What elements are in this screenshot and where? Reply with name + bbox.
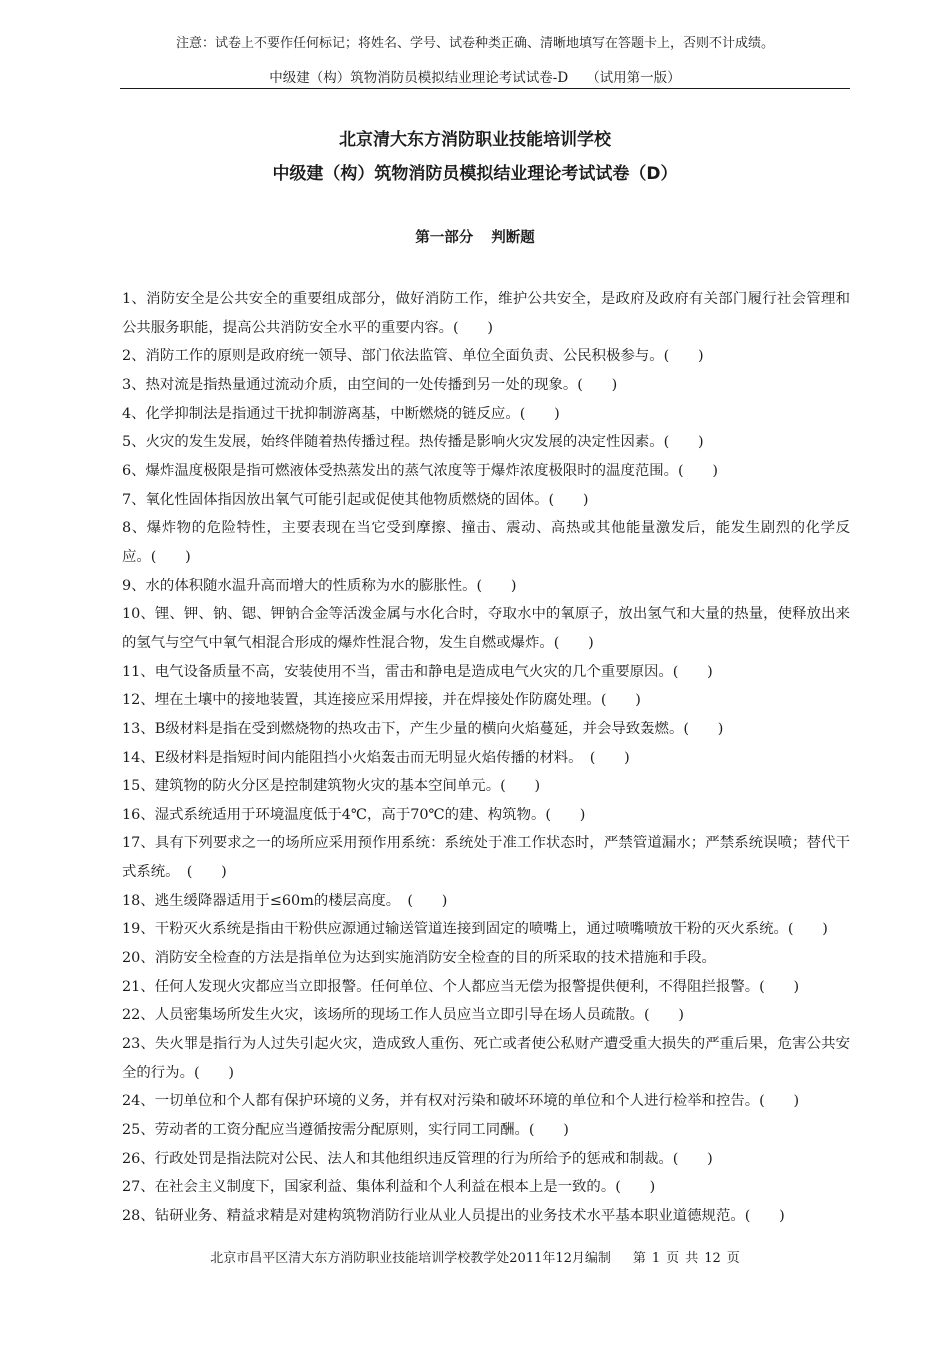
footer-page-label: 第 (632, 1251, 646, 1266)
header-divider (120, 88, 850, 89)
question-item: 2、消防工作的原则是政府统一领导、部门依法监管、单位全面负责、公民积极参与。( ) (122, 348, 704, 365)
question-item: 21、任何人发现火灾都应当立即报警。任何单位、个人都应当无偿为报警提供便利，不得阻拦报警。( ) (122, 978, 800, 995)
question-item: 18、逃生缓降器适用于≤60m的楼层高度。 ( ) (122, 892, 448, 909)
question-item: 28、钻研业务、精益求精是对建构筑物消防行业从业人员提出的业务技术水平基本职业道德规范。( ) (122, 1208, 785, 1224)
footer-page-unit: 页 (666, 1251, 680, 1266)
question-item: 22、人员密集场所发生火灾，该场所的现场工作人员应当立即引导在场人员疏散。( ) (122, 1007, 684, 1024)
question-item: 7、氧化性固体指因放出氧气可能引起或促使其他物质燃烧的固体。( ) (122, 491, 589, 508)
question-item: 24、一切单位和个人都有保护环境的义务，并有权对污染和破坏环境的单位和个人进行检举和控告。( ) (122, 1093, 800, 1110)
question-item: 12、埋在土壤中的接地装置，其连接应采用焊接，并在焊接处作防腐处理。( ) (122, 692, 641, 709)
question-item: 16、湿式系统适用于环境温度低于4℃，高于70℃的建、构筑物。( ) (122, 806, 586, 823)
footer-page-number: 1 (651, 1251, 661, 1266)
question-item: 13、B级材料是指在受到燃烧物的热攻击下，产生少量的横向火焰蔓延，并会导致轰燃。( ) (122, 720, 724, 737)
question-item: 20、消防安全检查的方法是指单位为达到实施消防安全检查的目的所采取的技术措施和手段。 (122, 950, 716, 967)
question-item: 26、行政处罚是指法院对公民、法人和其他组织违反管理的行为所给予的惩戒和制裁。( ) (122, 1150, 713, 1167)
question-item: 17、具有下列要求之一的场所应采用预作用系统：系统处于准工作状态时，严禁管道漏水；严禁系统误喷；替代干式系统。 ( ) (122, 835, 850, 881)
section-name: 判断题 (491, 230, 535, 246)
question-item: 10、锂、钾、钠、锶、钾钠合金等活泼金属与水化合时，夺取水中的氧原子，放出氢气和大量的热量，使释放出来的氢气与空气中氧气相混合形成的爆炸性混合物，发生自燃或爆炸。( ) (122, 606, 850, 651)
question-item: 1、消防安全是公共安全的重要组成部分，做好消防工作，维护公共安全，是政府及政府有关部门履行社会管理和公共服务职能，提高公共消防安全水平的重要内容。( ) (122, 291, 850, 336)
question-item: 4、化学抑制法是指通过干扰抑制游离基，中断燃烧的链反应。( ) (122, 405, 560, 422)
section-heading (0, 226, 950, 247)
question-list (122, 285, 850, 1231)
question-item: 15、建筑物的防火分区是控制建筑物火灾的基本空间单元。( ) (122, 778, 541, 795)
page-footer (0, 1247, 950, 1266)
running-header (0, 66, 950, 86)
question-item: 5、火灾的发生发展，始终伴随着热传播过程。热传播是影响火灾发展的决定性因素。( ) (122, 434, 704, 451)
question-item: 9、水的体积随水温升高而增大的性质称为水的膨胀性。( ) (122, 577, 517, 594)
running-header-edition: （试用第一版） (586, 70, 681, 86)
question-item: 3、热对流是指热量通过流动介质，由空间的一处传播到另一处的现象。( ) (122, 376, 618, 393)
question-item: 25、劳动者的工资分配应当遵循按需分配原则，实行同工同酬。( ) (122, 1122, 569, 1139)
question-item: 6、爆炸温度极限是指可燃液体受热蒸发出的蒸气浓度等于爆炸浓度极限时的温度范围。( ) (122, 462, 719, 479)
question-item: 14、E级材料是指短时间内能阻挡小火焰轰击而无明显火焰传播的材料。 ( ) (122, 749, 630, 766)
section-part: 第一部分 (415, 230, 474, 246)
question-item: 27、在社会主义制度下，国家利益、集体利益和个人利益在根本上是一致的。( ) (122, 1179, 656, 1196)
footer-total-unit: 页 (726, 1251, 740, 1266)
question-item: 19、干粉灭火系统是指由干粉供应源通过输送管道连接到固定的喷嘴上，通过喷嘴喷放干粉的灭火系统。( ) (122, 921, 828, 938)
running-header-title: 中级建（构）筑物消防员模拟结业理论考试试卷-D (269, 70, 569, 86)
footer-total-pages: 12 (704, 1251, 721, 1266)
footer-total-label: 共 (685, 1251, 699, 1266)
question-item: 8、爆炸物的危险特性，主要表现在当它受到摩擦、撞击、震动、高热或其他能量激发后，能发生剧烈的化学反应。( ) (122, 520, 850, 565)
question-item: 23、失火罪是指行为人过失引起火灾，造成致人重伤、死亡或者使公私财产遭受重大损失的严重后果，危害公共安全的行为。( ) (122, 1036, 850, 1081)
notice-text: 注意：试卷上不要作任何标记；将姓名、学号、试卷种类正确、清晰地填写在答题卡上，否则不计成绩。 (175, 36, 774, 51)
footer-compiler: 北京市昌平区清大东方消防职业技能培训学校教学处2011年12月编制 (210, 1251, 611, 1266)
school-title: 北京清大东方消防职业技能培训学校 (339, 130, 611, 150)
exam-title: 中级建（构）筑物消防员模拟结业理论考试试卷（D） (272, 164, 678, 184)
question-item: 11、电气设备质量不高，安装使用不当，雷击和静电是造成电气火灾的几个重要原因。( ) (122, 663, 713, 680)
